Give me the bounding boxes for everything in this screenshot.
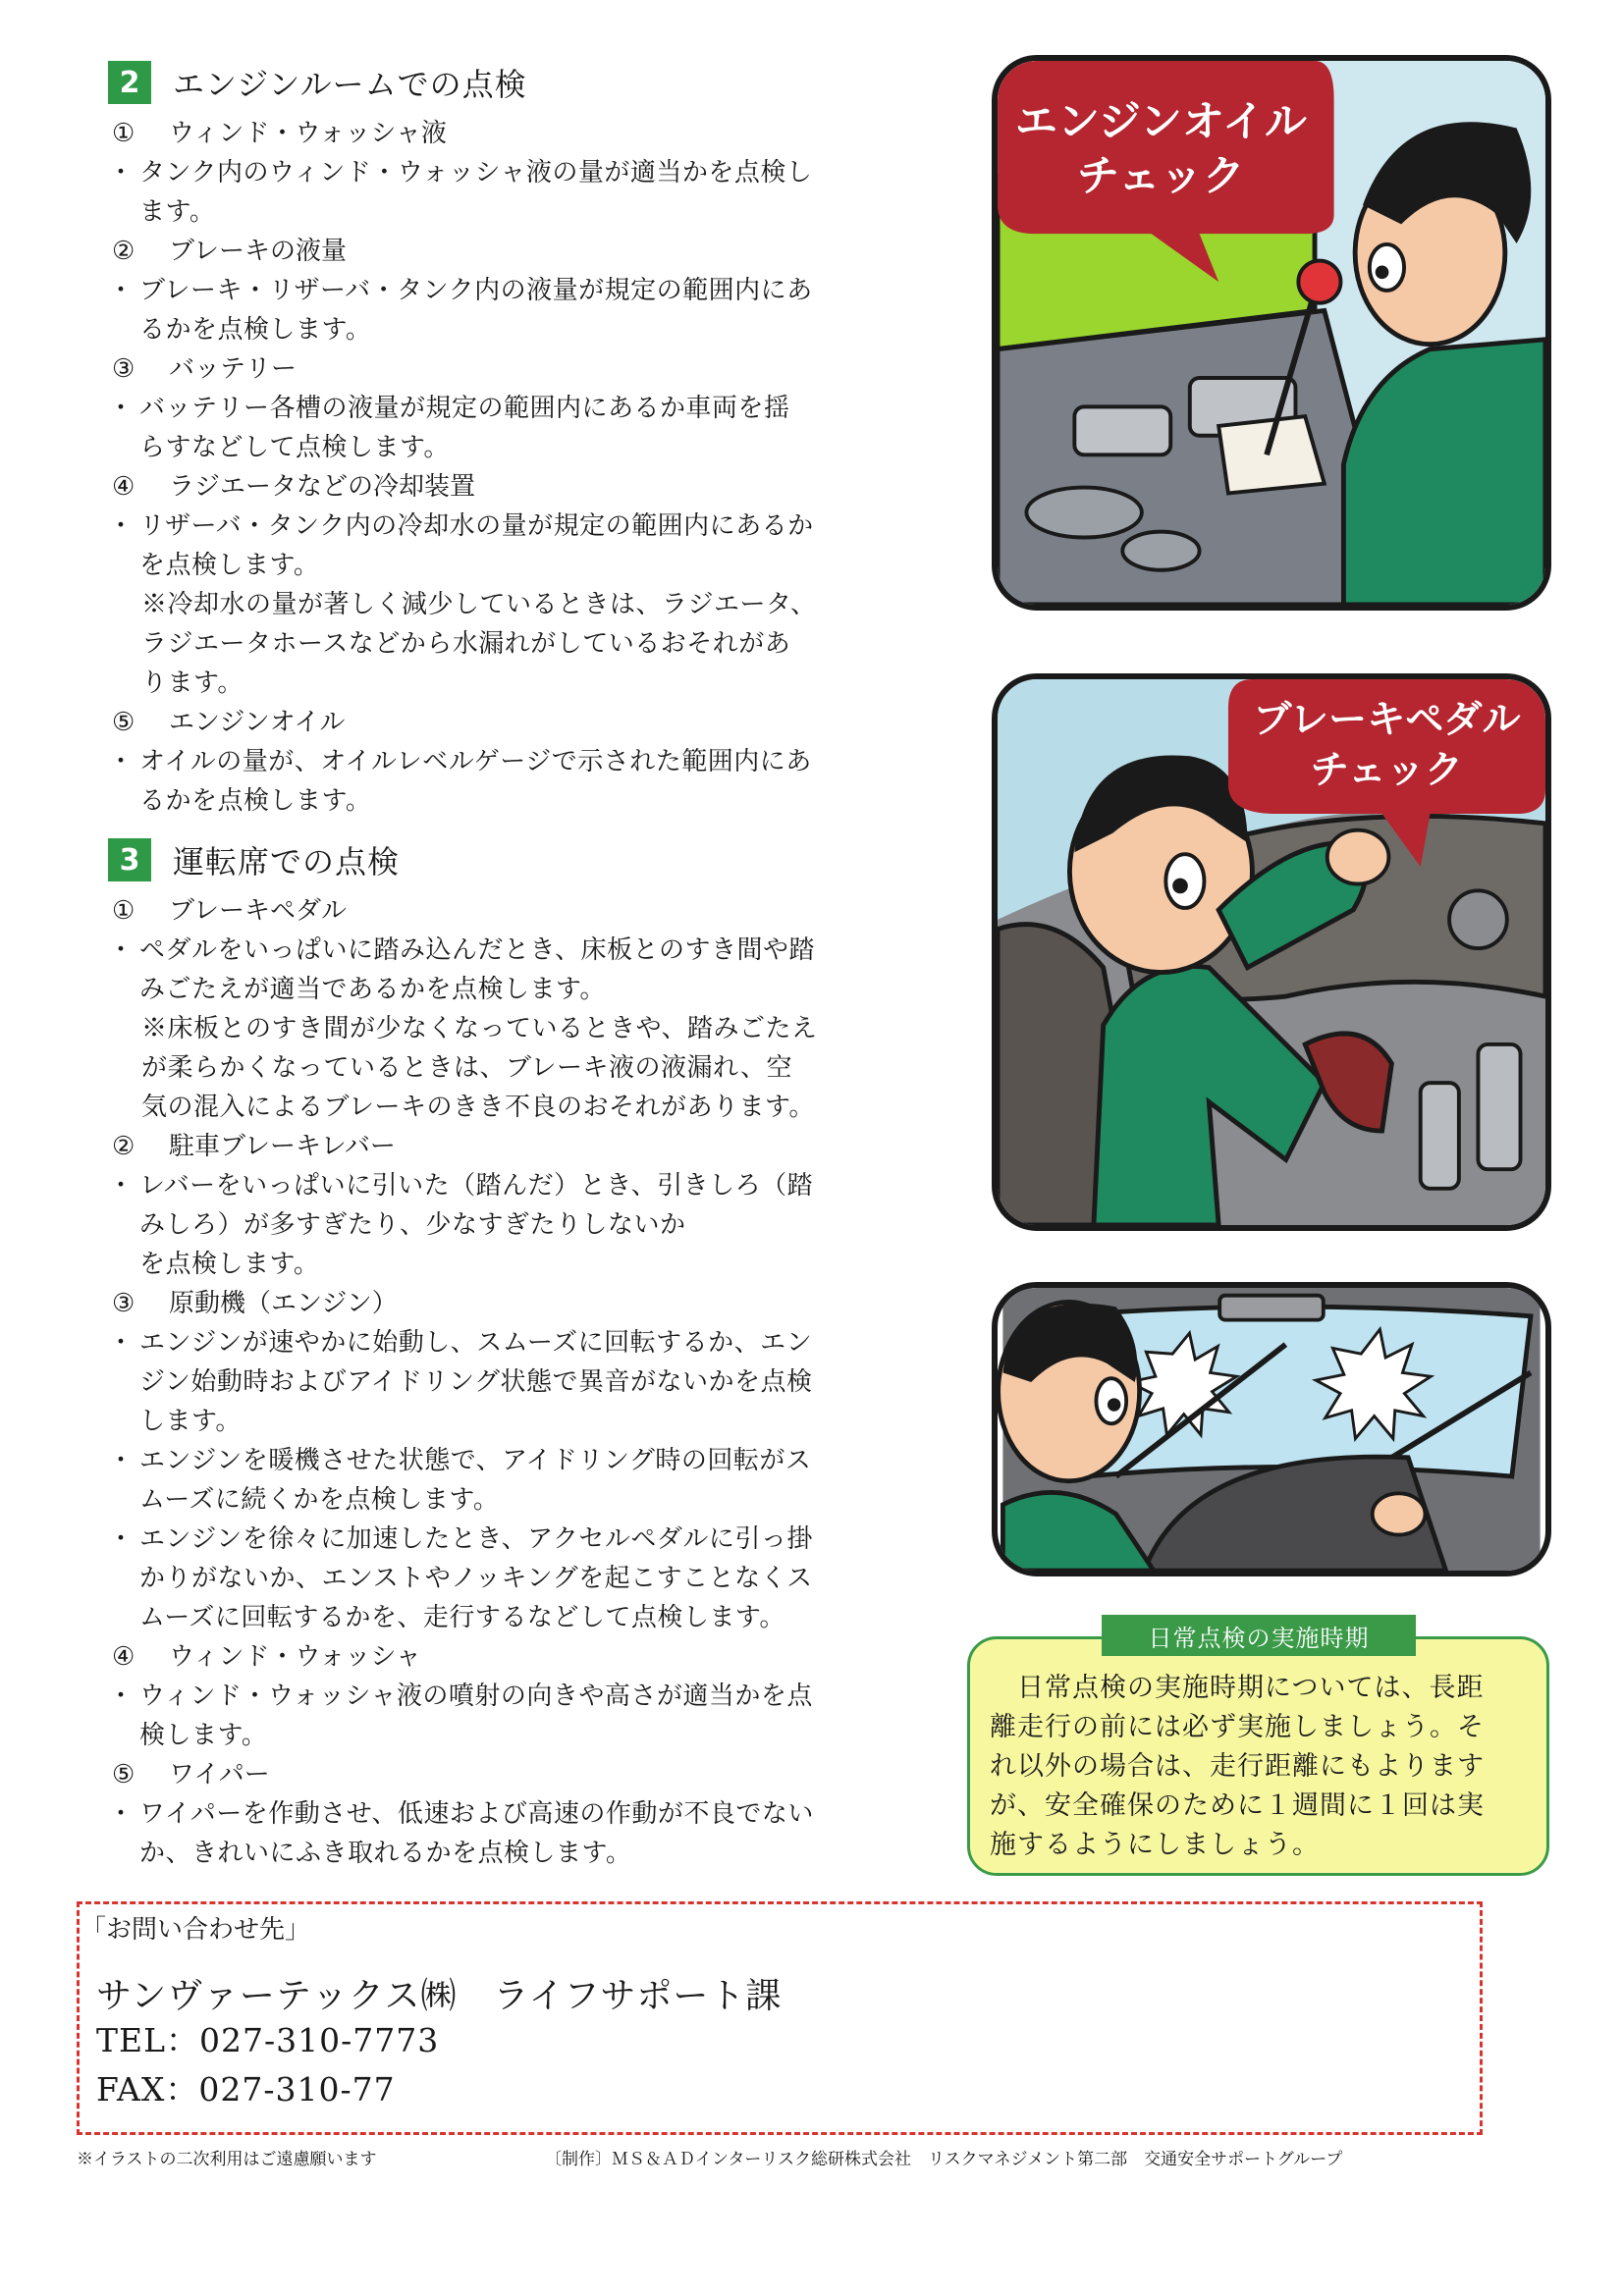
bullet-line: らすなどして点検します。 bbox=[139, 433, 450, 462]
item-title-text: ブレーキペダル bbox=[169, 896, 347, 926]
item-bullet bbox=[108, 1677, 923, 1755]
item-bullet bbox=[108, 389, 923, 467]
item-bullet bbox=[108, 507, 923, 585]
note-line: 気の混入によるブレーキのきき不良のおそれがあります。 bbox=[141, 1093, 815, 1122]
item-bullet bbox=[108, 1520, 923, 1637]
item-number: ② bbox=[112, 237, 135, 266]
bullet-line: るかを点検します。 bbox=[139, 786, 372, 816]
item-number: ③ bbox=[112, 1289, 135, 1318]
inspection-timing-label: 日常点検の実施時期 bbox=[1102, 1615, 1416, 1656]
bubble-line-2: チェック bbox=[1310, 748, 1464, 793]
item-number: ② bbox=[112, 1132, 135, 1161]
bullet-line: ムーズに続くかを点検します。 bbox=[139, 1485, 500, 1515]
left-column bbox=[108, 59, 923, 1873]
note-line: ※床板とのすき間が少なくなっているときや、踏みごたえ bbox=[141, 1014, 818, 1043]
item-title-text: ウィンド・ウォッシャ液 bbox=[169, 119, 447, 148]
section-3-items bbox=[108, 891, 923, 1873]
contact-fax: FAX：027-310-77 bbox=[96, 2070, 396, 2109]
bullet-line: ・ ワイパーを作動させ、低速および高速の作動が不良でない bbox=[139, 1799, 814, 1829]
section-title: エンジンルームでの点検 bbox=[173, 66, 527, 103]
item-note bbox=[108, 1009, 923, 1127]
bullet-line: ・ オイルの量が、オイルレベルゲージで示された範囲内にあ bbox=[139, 747, 812, 776]
bullet-line: ・ リザーバ・タンク内の冷却水の量が規定の範囲内にあるか bbox=[139, 511, 814, 541]
bullet-line: か、きれいにふき取れるかを点検します。 bbox=[139, 1839, 632, 1868]
item-title bbox=[108, 891, 923, 931]
item-bullet bbox=[108, 1323, 923, 1441]
info-line: 施するようにしましょう。 bbox=[990, 1830, 1320, 1860]
section-heading bbox=[108, 836, 923, 883]
item-title bbox=[108, 114, 923, 153]
bullet-line: みごたえが適当であるかを点検します。 bbox=[139, 975, 606, 1004]
bullet-line: を点検します。 bbox=[139, 1250, 320, 1279]
bullet-line: ます。 bbox=[139, 197, 216, 227]
bullet-line: ・ ペダルをいっぱいに踏み込んだとき、床板とのすき間や踏 bbox=[139, 935, 815, 965]
item-number: ① bbox=[112, 119, 135, 148]
section-number-badge: 2 bbox=[108, 61, 151, 104]
bullet-line: ・ エンジンが速やかに始動し、スムーズに回転するか、エン bbox=[139, 1328, 813, 1358]
footer-credit: 〔制作〕ＭＳ＆ＡＤインターリスク総研株式会社 リスクマネジメント第二部 交通安全サポートグループ bbox=[545, 2150, 1343, 2169]
item-note bbox=[108, 585, 923, 703]
section-3 bbox=[108, 836, 923, 1873]
bubble-line-2: チェック bbox=[1076, 152, 1245, 202]
bullet-line: ジン始動時およびアイドリング状態で異音がないかを点検 bbox=[139, 1367, 813, 1397]
bullet-line: みしろ）が多すぎたり、少なすぎたりしないか bbox=[139, 1210, 686, 1240]
section-2 bbox=[108, 59, 923, 821]
item-title bbox=[108, 1637, 923, 1677]
item-title-text: ラジエータなどの冷却装置 bbox=[169, 472, 476, 502]
bullet-line: ・ バッテリー各槽の液量が規定の範囲内にあるか車両を揺 bbox=[139, 394, 790, 423]
item-number: ⑤ bbox=[112, 1760, 135, 1789]
bullet-line: ・ レバーをいっぱいに引いた（踏んだ）とき、引きしろ（踏 bbox=[139, 1171, 814, 1201]
bullet-line: ・ エンジンを徐々に加速したとき、アクセルペダルに引っ掛 bbox=[139, 1524, 813, 1554]
contact-label: 「お問い合わせ先」 bbox=[81, 1915, 311, 1945]
item-bullet bbox=[108, 1166, 923, 1284]
inspection-timing-text bbox=[990, 1669, 1540, 1865]
item-number: ① bbox=[112, 896, 135, 926]
info-line: が、安全確保のために１週間に１回は実 bbox=[990, 1790, 1485, 1821]
contact-company: サンヴァーテックス㈱ ライフサポート課 bbox=[96, 1976, 783, 2016]
note-line: ります。 bbox=[141, 668, 243, 698]
bullet-line: 検します。 bbox=[139, 1721, 268, 1750]
contact-tel: TEL：027-310-7773 bbox=[96, 2021, 440, 2059]
bullet-line: ムーズに回転するかを、走行するなどして点検します。 bbox=[139, 1603, 785, 1632]
item-number: ④ bbox=[112, 472, 135, 502]
footer-note: ※イラストの二次利用はご遠慮願います bbox=[77, 2150, 377, 2169]
info-line: 日常点検の実施時期については、長距 bbox=[1017, 1673, 1485, 1703]
item-number: ④ bbox=[112, 1642, 135, 1672]
item-title bbox=[108, 232, 923, 271]
section-number-badge: 3 bbox=[108, 838, 151, 881]
bubble-line-1: エンジンオイル bbox=[1014, 97, 1307, 147]
item-bullet bbox=[108, 271, 923, 349]
item-title bbox=[108, 703, 923, 742]
brake-pedal-illustration bbox=[992, 673, 1551, 1231]
item-title-text: ブレーキの液量 bbox=[169, 237, 347, 266]
bullet-line: ・ ブレーキ・リザーバ・タンク内の液量が規定の範囲内にあ bbox=[139, 276, 813, 305]
item-title-text: ウィンド・ウォッシャ bbox=[169, 1642, 421, 1672]
item-bullet bbox=[108, 742, 923, 821]
info-line: れ以外の場合は、走行距離にもよります bbox=[990, 1751, 1485, 1782]
brake-pedal-scene-image bbox=[998, 679, 1545, 1225]
item-number: ⑤ bbox=[112, 708, 135, 737]
bullet-line: るかを点検します。 bbox=[139, 315, 372, 345]
item-bullet bbox=[108, 1794, 923, 1873]
item-bullet bbox=[108, 153, 923, 232]
item-title bbox=[108, 1284, 923, 1323]
item-title bbox=[108, 1755, 923, 1794]
bullet-line: します。 bbox=[139, 1407, 242, 1436]
bullet-line: を点検します。 bbox=[139, 551, 320, 580]
note-line: ラジエータホースなどから水漏れがしているおそれがあ bbox=[141, 629, 791, 659]
item-title-text: バッテリー bbox=[169, 354, 298, 384]
bullet-line: ・ エンジンを暖機させた状態で、アイドリング時の回転がス bbox=[139, 1446, 812, 1475]
note-line: ※冷却水の量が著しく減少しているときは、ラジエータ、 bbox=[141, 590, 817, 619]
bullet-line: かりがないか、エンストやノッキングを起こすことなくス bbox=[139, 1564, 813, 1593]
item-title bbox=[108, 349, 923, 389]
item-number: ③ bbox=[112, 354, 135, 384]
engine-oil-scene-image bbox=[998, 61, 1545, 605]
engine-oil-illustration bbox=[992, 55, 1551, 611]
section-2-items bbox=[108, 114, 923, 821]
item-title bbox=[108, 467, 923, 507]
item-title-text: ワイパー bbox=[169, 1760, 270, 1789]
item-bullet bbox=[108, 931, 923, 1009]
bubble-line-1: ブレーキペダル bbox=[1253, 697, 1521, 742]
info-line: 離走行の前には必ず実施しましょう。そ bbox=[990, 1712, 1485, 1742]
item-title-text: 駐車ブレーキレバー bbox=[169, 1132, 396, 1161]
section-title: 運転席での点検 bbox=[173, 843, 401, 881]
bullet-line: ・ タンク内のウィンド・ウォッシャ液の量が適当かを点検し bbox=[139, 158, 813, 187]
washer-wiper-illustration bbox=[992, 1282, 1551, 1576]
item-title bbox=[108, 1127, 923, 1166]
note-line: が柔らかくなっているときは、ブレーキ液の液漏れ、空 bbox=[141, 1053, 793, 1083]
item-title-text: 原動機（エンジン） bbox=[169, 1289, 398, 1318]
item-bullet bbox=[108, 1441, 923, 1520]
section-heading bbox=[108, 59, 923, 106]
item-title-text: エンジンオイル bbox=[169, 708, 346, 737]
bullet-line: ・ ウィンド・ウォッシャ液の噴射の向きや高さが適当かを点 bbox=[139, 1682, 813, 1711]
washer-scene-image bbox=[998, 1288, 1545, 1571]
